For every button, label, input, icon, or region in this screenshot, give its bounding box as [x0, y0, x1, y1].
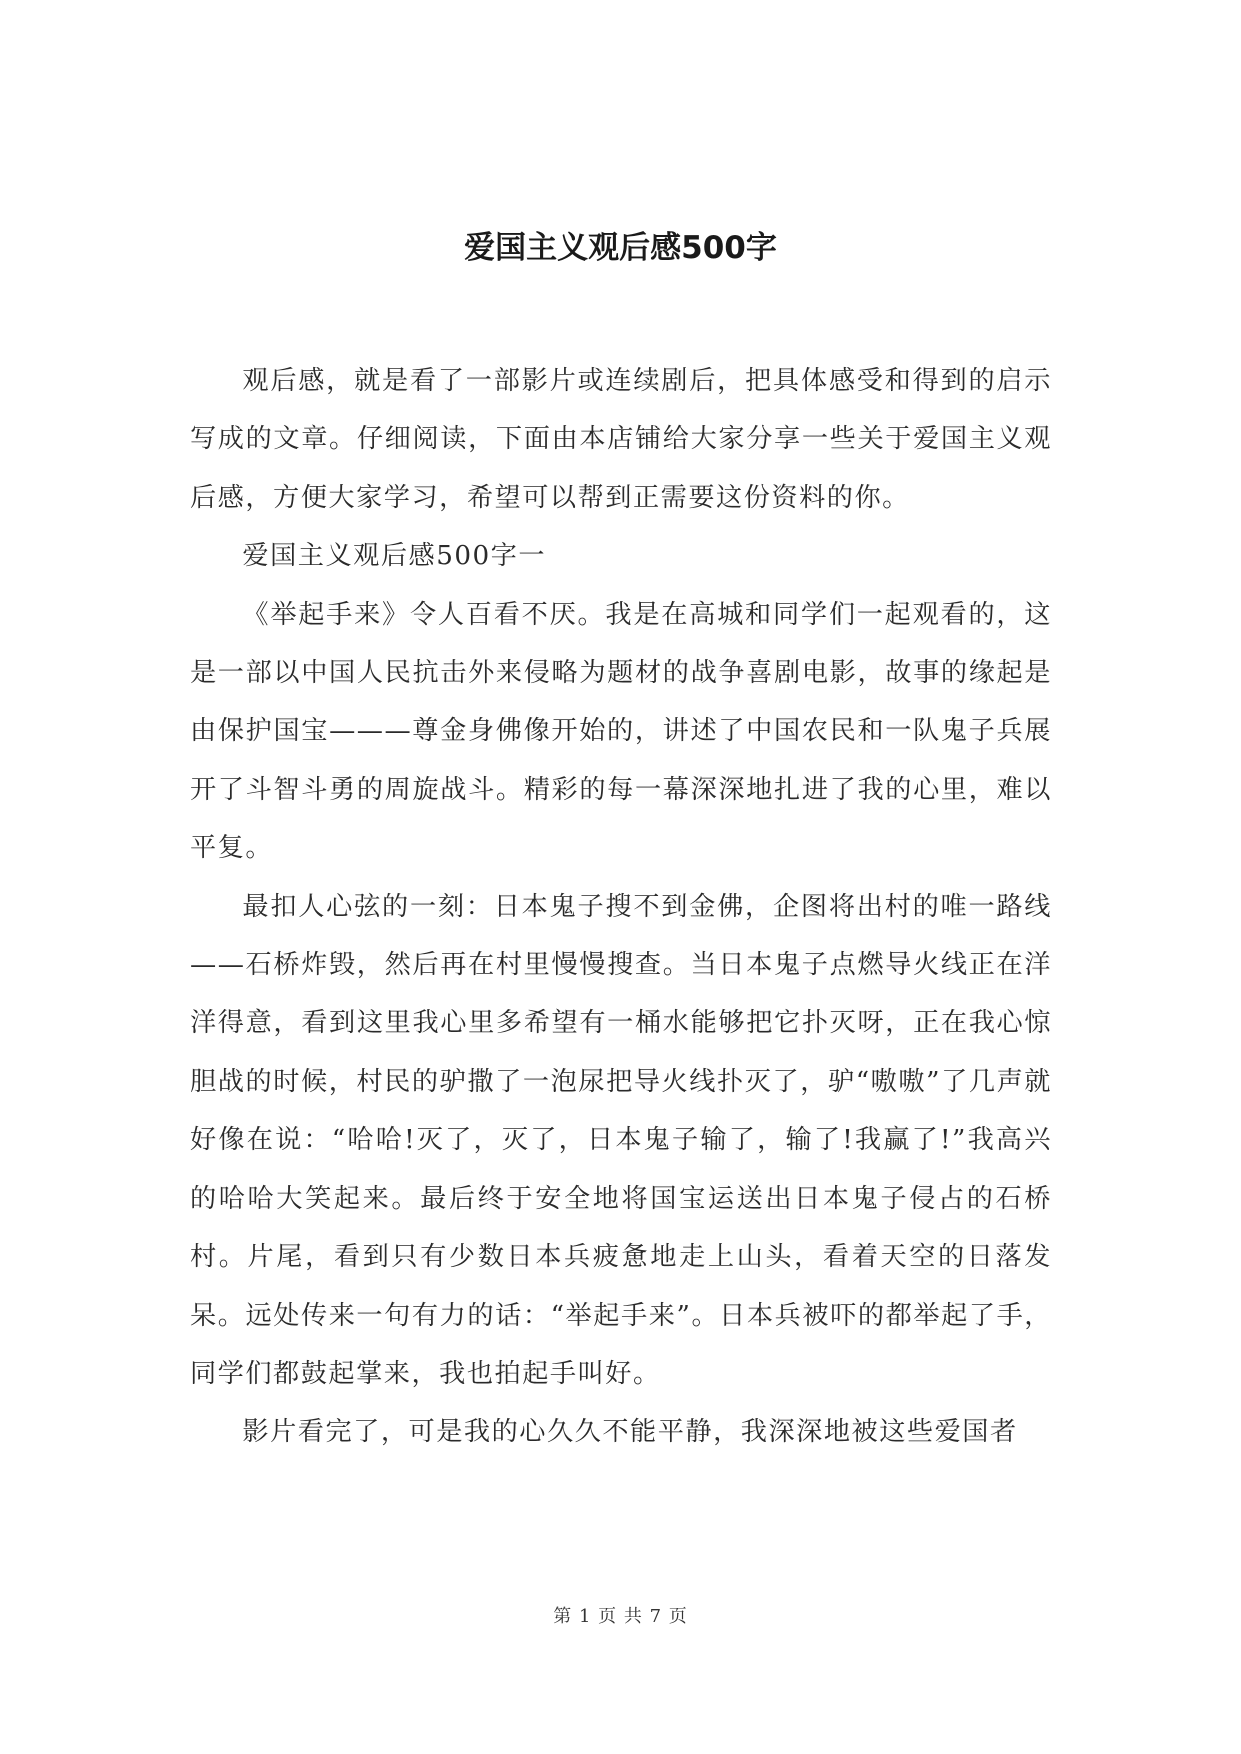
- intro-paragraph: 观后感，就是看了一部影片或连续剧后，把具体感受和得到的启示写成的文章。仔细阅读，下面由本店铺给大家分享一些关于爱国主义观后感，方便大家学习，希望可以帮到正需要这份资料的你。: [190, 366, 1052, 513]
- body-paragraph: 《举起手来》令人百看不厌。我是在高城和同学们一起观看的，这是一部以中国人民抗击外来侵略为题材的战争喜剧电影，故事的缘起是由保护国宝———尊金身佛像开始的，讲述了中国农民和一队鬼子兵展开了斗智斗勇的周旋战斗。精彩的每一幕深深地扎进了我的心里，难以平复。: [190, 599, 1052, 864]
- section-heading: 爱国主义观后感500字一: [242, 541, 547, 572]
- document-body: [190, 352, 1052, 1462]
- document-title: 爱国主义观后感500字: [464, 230, 777, 266]
- page-number-footer: 第 1 页 共 7 页: [553, 1606, 688, 1627]
- body-paragraph: 最扣人心弦的一刻：日本鬼子搜不到金佛，企图将出村的唯一路线——石桥炸毁，然后再在村里慢慢搜查。当日本鬼子点燃导火线正在洋洋得意，看到这里我心里多希望有一桶水能够把它扑灭呀，正在我心惊胆战的时候，村民的驴撒了一泡尿把导火线扑灭了，驴“嗷嗷”了几声就好像在说：“哈哈!灭了，灭了，日本鬼子输了，输了!我赢了!”我高兴的哈哈大笑起来。最后终于安全地将国宝运送出日本鬼子侵占的石桥村。片尾，看到只有少数日本兵疲惫地走上山头，看着天空的日落发呆。远处传来一句有力的话：“举起手来”。日本兵被吓的都举起了手，同学们都鼓起掌来，我也拍起手叫好。: [190, 891, 1052, 1389]
- body-paragraph: 影片看完了，可是我的心久久不能平静，我深深地被这些爱国者: [242, 1417, 1018, 1448]
